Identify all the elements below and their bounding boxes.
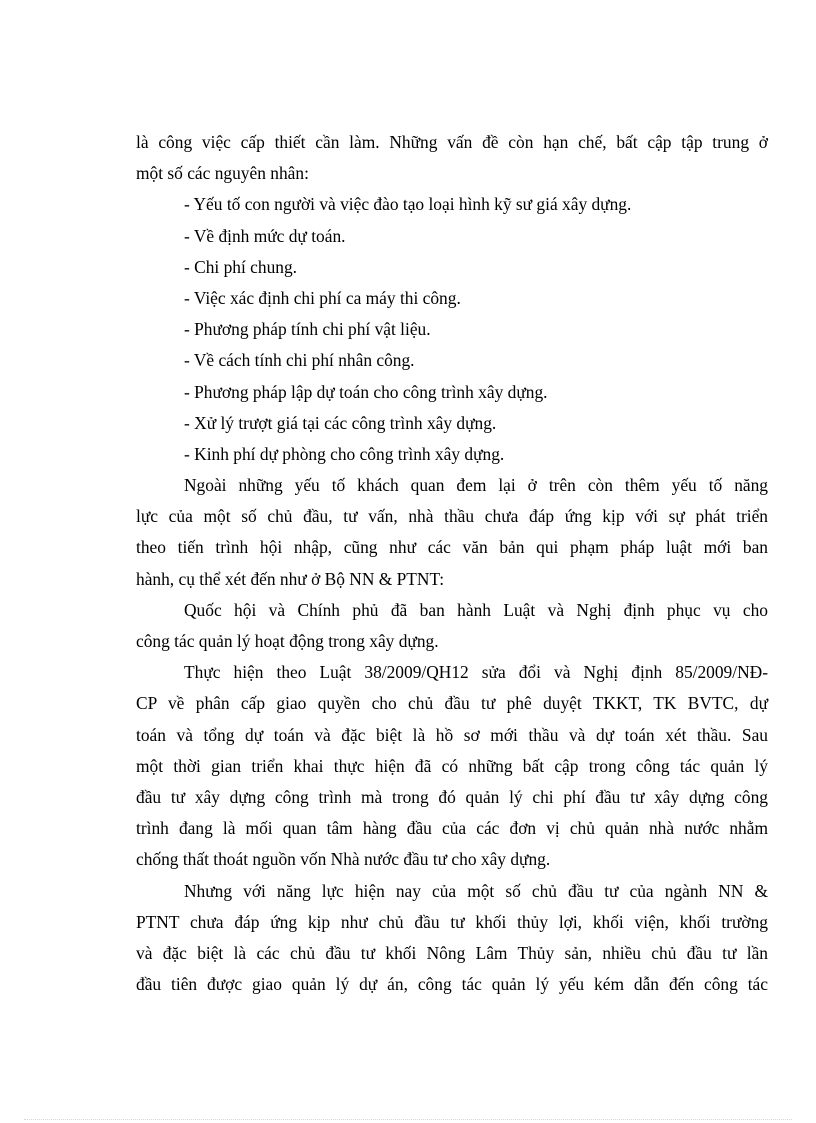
text-line: là công việc cấp thiết cần làm. Những vấn đề còn hạn chế, bất cập tập trung ở — [136, 132, 768, 152]
text-line: theo tiến trình hội nhập, cũng như các văn bản qui phạm pháp luật mới ban — [136, 537, 768, 558]
text-line: CP về phân cấp giao quyền cho chủ đầu tư phê duyệt TKKT, TK BVTC, dự — [136, 693, 768, 714]
text-line: - Phương pháp lập dự toán cho công trình xây dựng. — [184, 381, 548, 402]
text-line: công tác quản lý hoạt động trong xây dựng. — [136, 631, 439, 651]
text-line: trình đang là mối quan tâm hàng đầu của các đơn vị chủ quản nhà nước nhằm — [136, 818, 768, 839]
text-line: - Kinh phí dự phòng cho công trình xây dựng. — [184, 443, 505, 464]
text-line: - Yếu tố con người và việc đào tạo loại hình kỹ sư giá xây dựng. — [184, 194, 632, 215]
text-line: chống thất thoát nguồn vốn Nhà nước đầu tư cho xây dựng. — [136, 849, 551, 870]
text-line: toán và tổng dự toán và đặc biệt là hồ sơ mới thầu và dự toán xét thầu. Sau — [136, 724, 768, 745]
text-line: - Chi phí chung. — [184, 256, 298, 277]
text-line: - Về định mức dự toán. — [184, 225, 346, 246]
text-line: PTNT chưa đáp ứng kịp như chủ đầu tư khối thủy lợi, khối viện, khối trường — [136, 911, 768, 932]
text-line: - Xử lý trượt giá tại các công trình xây dựng. — [184, 412, 497, 433]
body-text — [136, 127, 768, 1000]
text-line: đầu tư xây dựng công trình mà trong đó quản lý chi phí đầu tư xây dựng công — [136, 786, 768, 807]
text-line: một số các nguyên nhân: — [136, 163, 309, 184]
text-line: Thực hiện theo Luật 38/2009/QH12 sửa đổi và Nghị định 85/2009/NĐ- — [184, 662, 768, 683]
text-line: - Phương pháp tính chi phí vật liệu. — [184, 319, 431, 340]
text-line: - Việc xác định chi phí ca máy thi công. — [184, 287, 461, 308]
text-line: hành, cụ thể xét đến như ở Bộ NN & PTNT: — [136, 568, 445, 589]
text-line: đầu tiên được giao quản lý dự án, công tác quản lý yếu kém dẫn đến công tác — [136, 974, 768, 995]
text-line: Nhưng với năng lực hiện nay của một số chủ đầu tư của ngành NN & — [184, 880, 768, 901]
text-line: một thời gian triển khai thực hiện đã có những bất cập trong công tác quản lý — [136, 755, 768, 776]
text-line: Quốc hội và Chính phủ đã ban hành Luật và Nghị định phục vụ cho — [184, 599, 768, 620]
text-line: Ngoài những yếu tố khách quan đem lại ở trên còn thêm yếu tố năng — [184, 475, 768, 496]
text-line: - Về cách tính chi phí nhân công. — [184, 350, 415, 371]
text-line: lực của một số chủ đầu, tư vấn, nhà thầu chưa đáp ứng kịp với sự phát triển — [136, 506, 768, 527]
text-line: và đặc biệt là các chủ đầu tư khối Nông Lâm Thủy sản, nhiều chủ đầu tư lần — [136, 942, 768, 963]
page-bottom-divider — [24, 1119, 792, 1120]
